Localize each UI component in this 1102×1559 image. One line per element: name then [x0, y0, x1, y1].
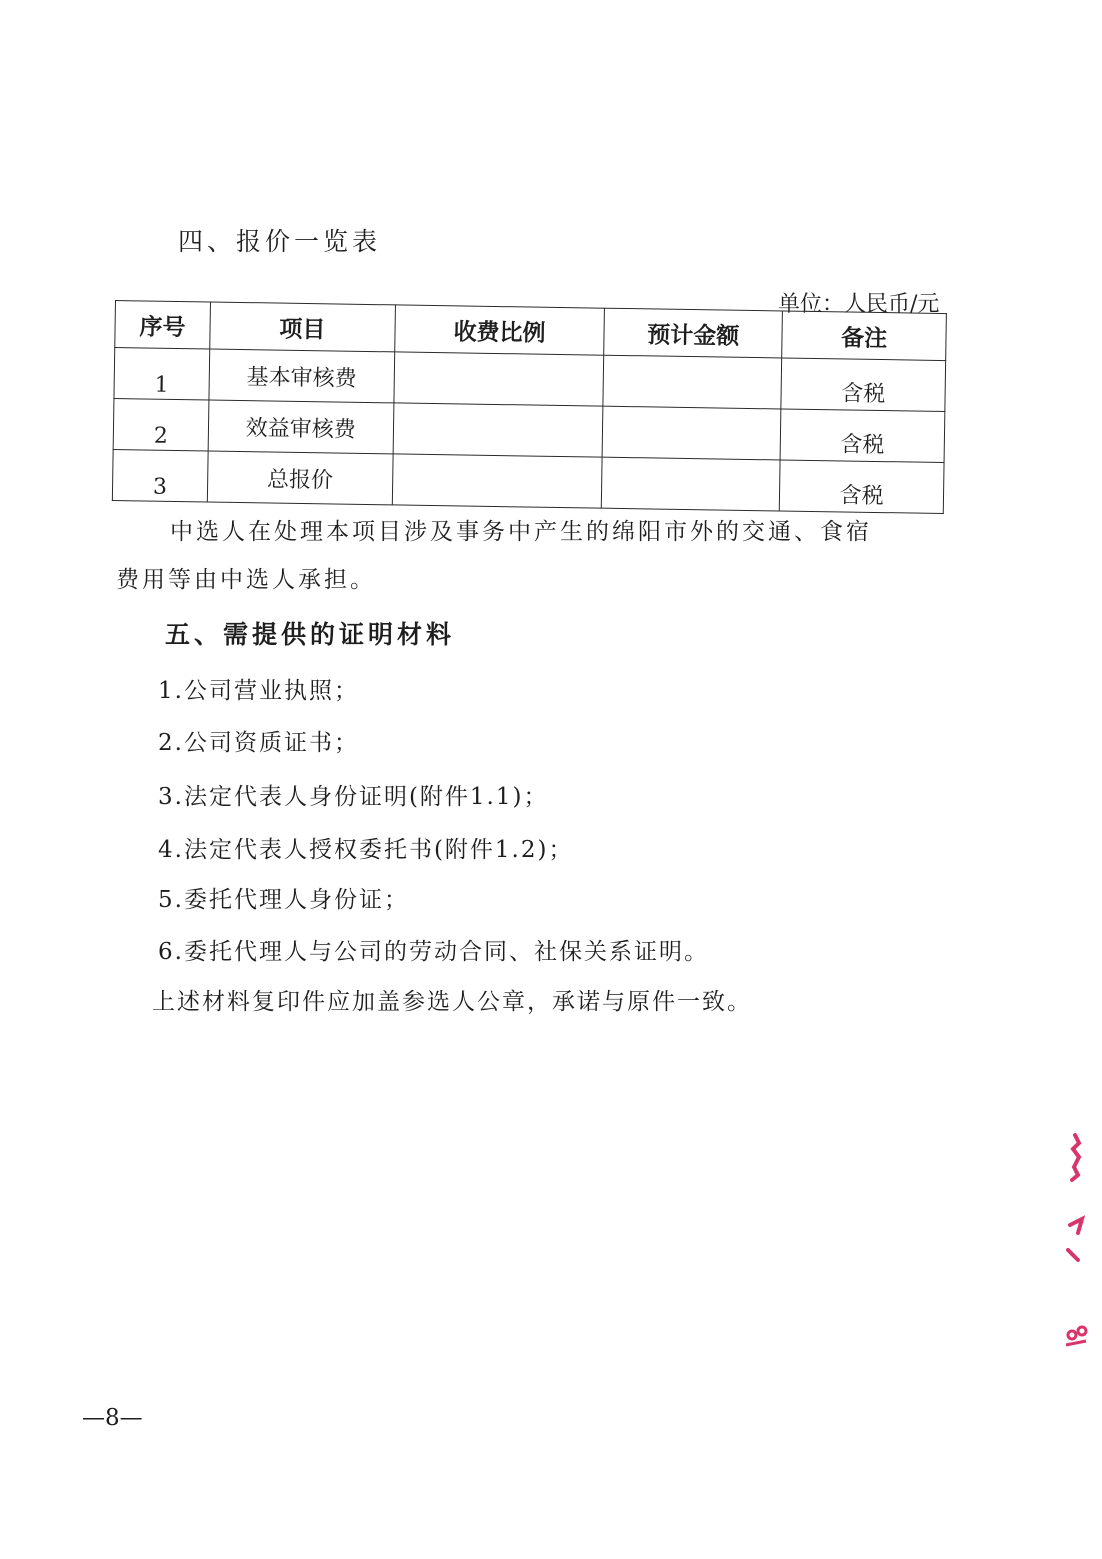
cell-amount: [603, 355, 782, 409]
section-5-title: 五、需提供的证明材料: [165, 620, 456, 649]
header-rate: 收费比例: [394, 305, 604, 355]
list-item: 2.公司资质证书；: [158, 730, 359, 756]
unit-label: 单位：人民币/元: [778, 292, 940, 317]
cell-note: 含税: [780, 409, 945, 463]
quote-table: [112, 300, 947, 514]
list-item: 6.委托代理人与公司的劳动合同、社保关系证明。: [158, 939, 709, 965]
section-4-title: 四、报价一览表: [178, 227, 382, 256]
cell-amount: [602, 406, 781, 460]
cell-item: 基本审核费: [209, 349, 395, 403]
header-note: 备注: [782, 311, 947, 361]
cell-rate: [394, 352, 605, 406]
list-item: 1.公司营业执照；: [158, 678, 359, 704]
cell-no: 1: [114, 348, 210, 400]
list-item: 5.委托代理人身份证；: [158, 887, 409, 913]
cell-no: 3: [112, 449, 208, 501]
seal-edge-marks: [1060, 1125, 1090, 1355]
cell-item: 总报价: [207, 451, 393, 505]
cell-no: 2: [113, 398, 209, 450]
cell-rate: [392, 454, 603, 508]
cell-item: 效益审核费: [208, 400, 394, 454]
cell-amount: [602, 457, 781, 511]
header-item: 项目: [210, 302, 395, 352]
cell-note: 含税: [779, 460, 944, 514]
header-no: 序号: [115, 301, 211, 349]
cost-paragraph-line-1: 中选人在处理本项目涉及事务中产生的绵阳市外的交通、食宿: [170, 519, 872, 545]
list-item: 4.法定代表人授权委托书(附件1.2)；: [158, 837, 574, 863]
cost-paragraph-line-2: 费用等由中选人承担。: [116, 567, 376, 593]
list-item: 3.法定代表人身份证明(附件1.1)；: [158, 784, 549, 810]
cell-note: 含税: [781, 358, 946, 412]
page-number: —8—: [82, 1405, 143, 1431]
cell-rate: [393, 403, 604, 457]
header-amount: 预计金额: [604, 308, 782, 358]
closing-statement: 上述材料复印件应加盖参选人公章，承诺与原件一致。: [152, 989, 752, 1015]
